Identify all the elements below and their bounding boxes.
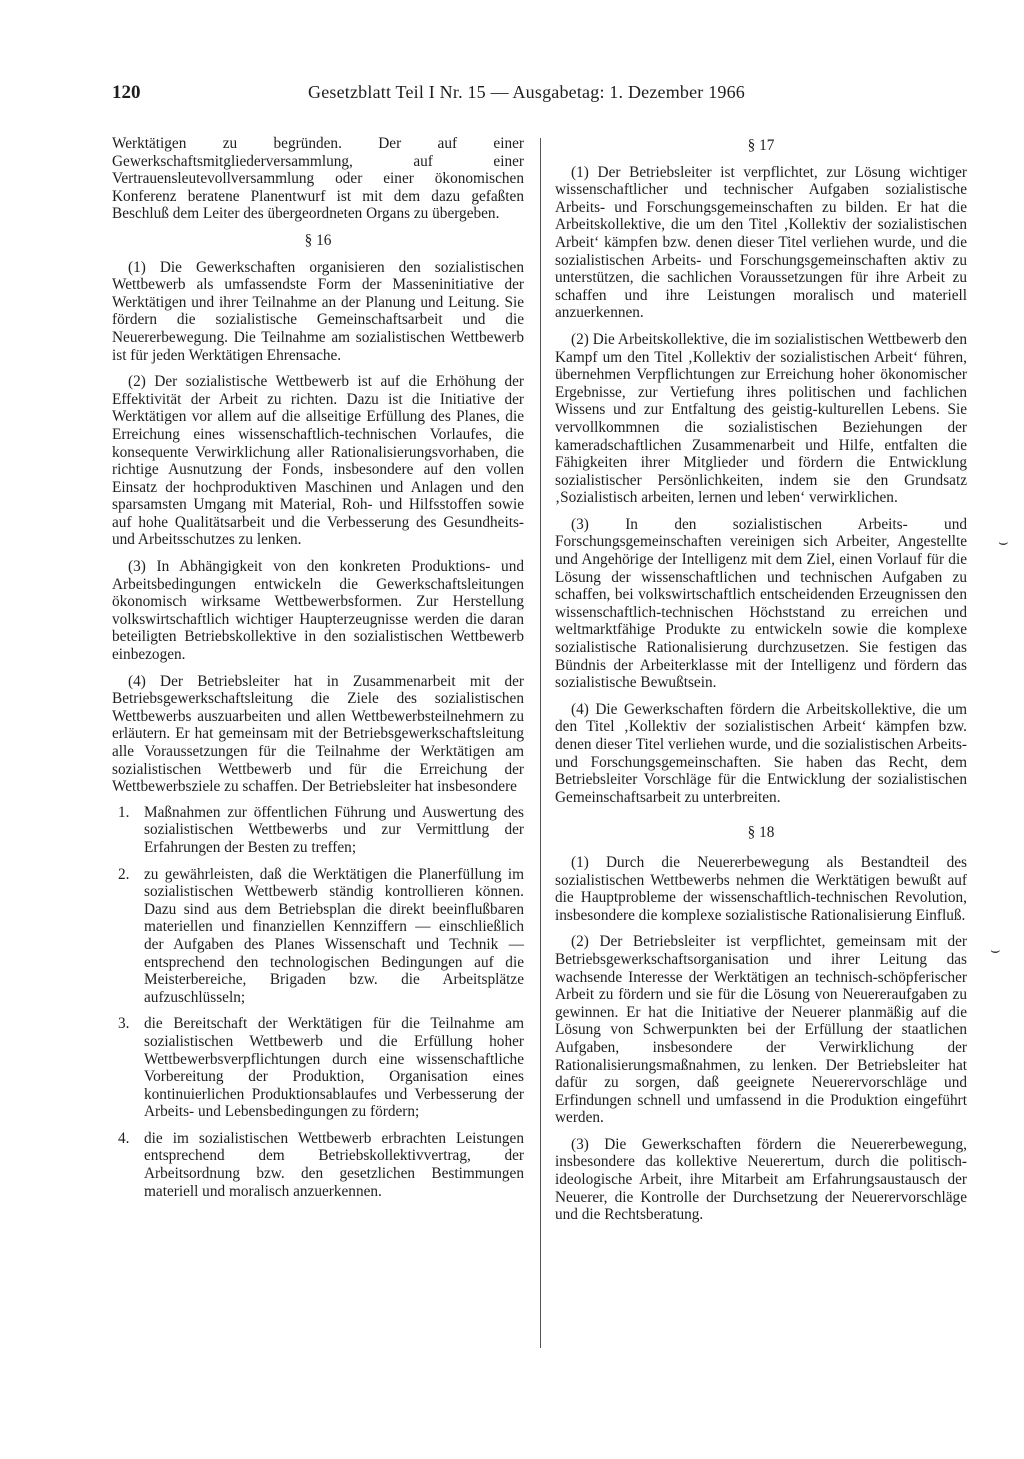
publication-title: Gesetzblatt Teil I Nr. 15 — Ausgabetag: 1. Dezember 1966 [308, 82, 745, 102]
list-item-text: zu gewährleisten, daß die Werktätigen die Planerfüllung im sozialistischen Wettbewerb ständig kontrollieren können. Dazu sind aus dem Betriebsplan die direkt beeinflußbaren materiellen und finanziellen Kennziffern — einschließlich der Aufgaben des Planes Wissenschaft und Technik — entsprechend den technologischen Bedingungen auf die Meisterbereiche, Brigaden bzw. die Arbeitsplätze aufzuschlüsseln; [144, 865, 524, 1006]
paragraph-16-2: (2) Der sozialistische Wettbewerb ist auf die Erhöhung der Effektivität der Arbeit zu richten. Dazu ist die Initiative der Werktätigen vor allem auf die allseitige Erfüllung des Planes, die Erreichung eines wissenschaftlich-technischen Vorlaufes, die konsequente Verwirklichung aller Rationalisierungsvorhaben, die richtige Ausnutzung der Fonds, insbesondere auf den vollen Einsatz der hochproduktiven Maschinen und Anlagen und den sparsamsten Umgang mit Material, Roh- und Hilfsstoffen sowie auf hohe Qualitätsarbeit und die Verbesserung des Gesundheits- und Arbeitsschutzes zu lenken. [112, 373, 524, 549]
paragraph-16-1: (1) Die Gewerkschaften organisieren den sozialistischen Wettbewerb als umfassendste Form der Masseninitiative der Werktätigen und ihrer Teilnahme an der Planung und Leitung. Sie fördern die sozialistische Gemeinschaftsarbeit und die Neuererbewegung. Die Teilnahme am sozialistischen Wettbewerb ist für jeden Werktätigen Ehrensache. [112, 258, 524, 364]
section-18-heading: § 18 [747, 824, 775, 842]
section-16-heading: § 16 [304, 231, 332, 249]
paragraph-18-3: (3) Die Gewerkschaften fördern die Neuererbewegung, insbesondere das kollektive Neuerertum, durch die politisch-ideologische Arbeit, ihre Mitarbeit am Erfahrungsaustausch der Neuerer, die Kontrolle der Durchsetzung der Neuerervorschläge und die Rechtsberatung. [555, 1135, 967, 1224]
page-number: 120 [112, 82, 141, 103]
running-header [112, 80, 1012, 108]
paragraph-18-1: (1) Durch die Neuererbewegung als Bestandteil des sozialistischen Wettbewerbs nehmen die Werktätigen bewußt auf die Hauptprobleme der wissenschaftlich-technischen Revolution, insbesondere die komplexe sozialistische Rationalisierung Einfluß. [555, 853, 967, 924]
paragraph-17-2: (2) Die Arbeitskollektive, die im sozialistischen Wettbewerb den Kampf um den Titel ‚Kollektiv der sozialistischen Arbeit‘ führen, übernehmen Verpflichtungen zur Erreichung hoher ökonomischer Ergebnisse, zur Vertiefung ihres politischen und fachlichen Wissens und zur Entfaltung des geistig-kulturellen Lebens. Sie vervollkommnen die sozialistischen Beziehungen der kameradschaftlichen Zusammenarbeit und Hilfe, entfalten die Fähigkeiten ihrer Mitglieder und fördern die Entwicklung sozialistischer Persönlichkeiten, indem sie den Grundsatz ‚Sozialistisch arbeiten, lernen und leben‘ verwirklichen. [555, 330, 967, 507]
margin-mark-icon: ⌣ [990, 940, 1001, 959]
list-item [112, 866, 524, 1007]
list-item [112, 1130, 524, 1200]
right-column [555, 135, 967, 1233]
paragraph-17-4: (4) Die Gewerkschaften fördern die Arbeitskollektive, die um den Titel ‚Kollektiv der sozialistischen Arbeit‘ kämpfen bzw. denen dieser Titel verliehen wurde, und die sozialistischen Arbeits- und Forschungsgemeinschaften. Sie haben das Recht, dem Betriebsleiter Vorschläge für die Entwicklung der sozialistischen Gemeinschaftsarbeit zu unterbreiten. [555, 700, 967, 806]
paragraph-17-3: (3) In den sozialistischen Arbeits- und Forschungsgemeinschaften vereinigen sich Arbeiter, Angestellte und Angehörige der Intelligenz mit dem Ziel, einen Vorlauf für die Lösung der wissenschaftlichen und technischen Aufgaben zu schaffen, bei volkswirtschaftlich entscheidenden Erzeugnissen den wissenschaftlich-technischen Höchststand zu erreichen und weltmarktfähige Produkte zu entwickeln sowie die komplexe sozialistische Rationalisierung durchzusetzen. Sie festigen das Bündnis der Arbeiterklasse mit der Intelligenz und fördern das sozialistische Bewußtsein. [555, 515, 967, 692]
list-item-number: 4. [118, 1129, 130, 1147]
paragraph-17-1: (1) Der Betriebsleiter ist verpflichtet, zur Lösung wichtiger wissenschaftlicher und technischer Aufgaben sozialistische Arbeits- und Forschungsgemeinschaften zu bilden. Er hat die Arbeitskollektive, die um den Titel ‚Kollektiv der sozialistischen Arbeit‘ kämpfen bzw. denen dieser Titel verliehen wurde, und die sozialistischen Arbeits- und Forschungsgemeinschaften aktiv zu unterstützen, die sachlichen Voraussetzungen für ihre Arbeit zu schaffen und ihre Leistungen moralisch und materiell anzuerkennen. [555, 163, 967, 322]
margin-mark-icon: ⌣ [998, 532, 1009, 551]
column-divider [540, 138, 541, 1348]
list-item-text: Maßnahmen zur öffentlichen Führung und Auswertung des sozialistischen Wettbewerbs und zur Vermittlung der Erfahrungen der Besten zu treffen; [144, 803, 524, 856]
paragraph-16-3: (3) In Abhängigkeit von den konkreten Produktions- und Arbeitsbedingungen entwickeln die Gewerkschaftsleitungen ökonomisch wirksame Wettbewerbsformen. Zur Herstellung volkswirtschaftlich wichtiger Haupterzeugnisse werden die daran beteiligten Betriebskollektive in den sozialistischen Wettbewerb einbezogen. [112, 558, 524, 664]
paragraph-intro: Werktätigen zu begründen. Der auf einer Gewerkschaftsmitgliederversammlung, auf einer Vertrauensleutevollversammlung oder einer ökonomischen Konferenz beratene Planentwurf ist mit dem dazu gefaßten Beschluß dem Leiter des übergeordneten Organs zu übergeben. [112, 135, 524, 223]
list-item [112, 1015, 524, 1121]
list-item-number: 3. [118, 1015, 130, 1033]
section-17-heading: § 17 [747, 137, 775, 154]
list-item-text: die im sozialistischen Wettbewerb erbrachten Leistungen entsprechend dem Betriebskollektivvertrag, der Arbeitsordnung bzw. den gesetzlichen Bestimmungen materiell und moralisch anzuerkennen. [144, 1129, 524, 1200]
list-item-text: die Bereitschaft der Werktätigen für die Teilnahme am sozialistischen Wettbewerb und die Erfüllung hoher Wettbewerbsverpflichtungen durch eine wissenschaftliche Vorbereitung der Produktion, Organisation eines kontinuierlichen Produktionsablaufes und Verbesserung der Arbeits- und Lebensbedingungen zu fördern; [144, 1015, 524, 1121]
list-item-number: 1. [118, 803, 130, 821]
list-item [112, 804, 524, 857]
left-column [112, 135, 524, 1209]
duties-list [112, 804, 524, 1200]
paragraph-16-4: (4) Der Betriebsleiter hat in Zusammenarbeit mit der Betriebsgewerkschaftsleitung die Ziele des sozialistischen Wettbewerbs auszuarbeiten und allen Wettbewerbsteilnehmern zu erläutern. Er hat gemeinsam mit der Betriebsgewerkschaftsleitung alle Voraussetzungen für die Teilnahme der Werktätigen am sozialistischen Wettbewerb und für die Erreichung der Wettbewerbsziele zu schaffen. Der Betriebsleiter hat insbesondere [112, 672, 524, 796]
list-item-number: 2. [118, 865, 130, 883]
paragraph-18-2: (2) Der Betriebsleiter ist verpflichtet, gemeinsam mit der Betriebsgewerkschaftsorganisation und ihrer Leitung das wachsende Interesse der Werktätigen an technisch-schöpferischer Arbeit zu fördern und sie für die Lösung von Neuereraufgaben zu gewinnen. Er hat die Initiative der Neuerer planmäßig auf die Lösung von Schwerpunkten bei der Erfüllung der staatlichen Aufgaben, insbesondere der Verwirklichung der Rationalisierungsmaßnahmen, zu lenken. Der Betriebsleiter hat dafür zu sorgen, daß geeignete Neuerervorschläge und Erfindungen schnell und umfassend in die Produktion eingeführt werden. [555, 933, 967, 1127]
